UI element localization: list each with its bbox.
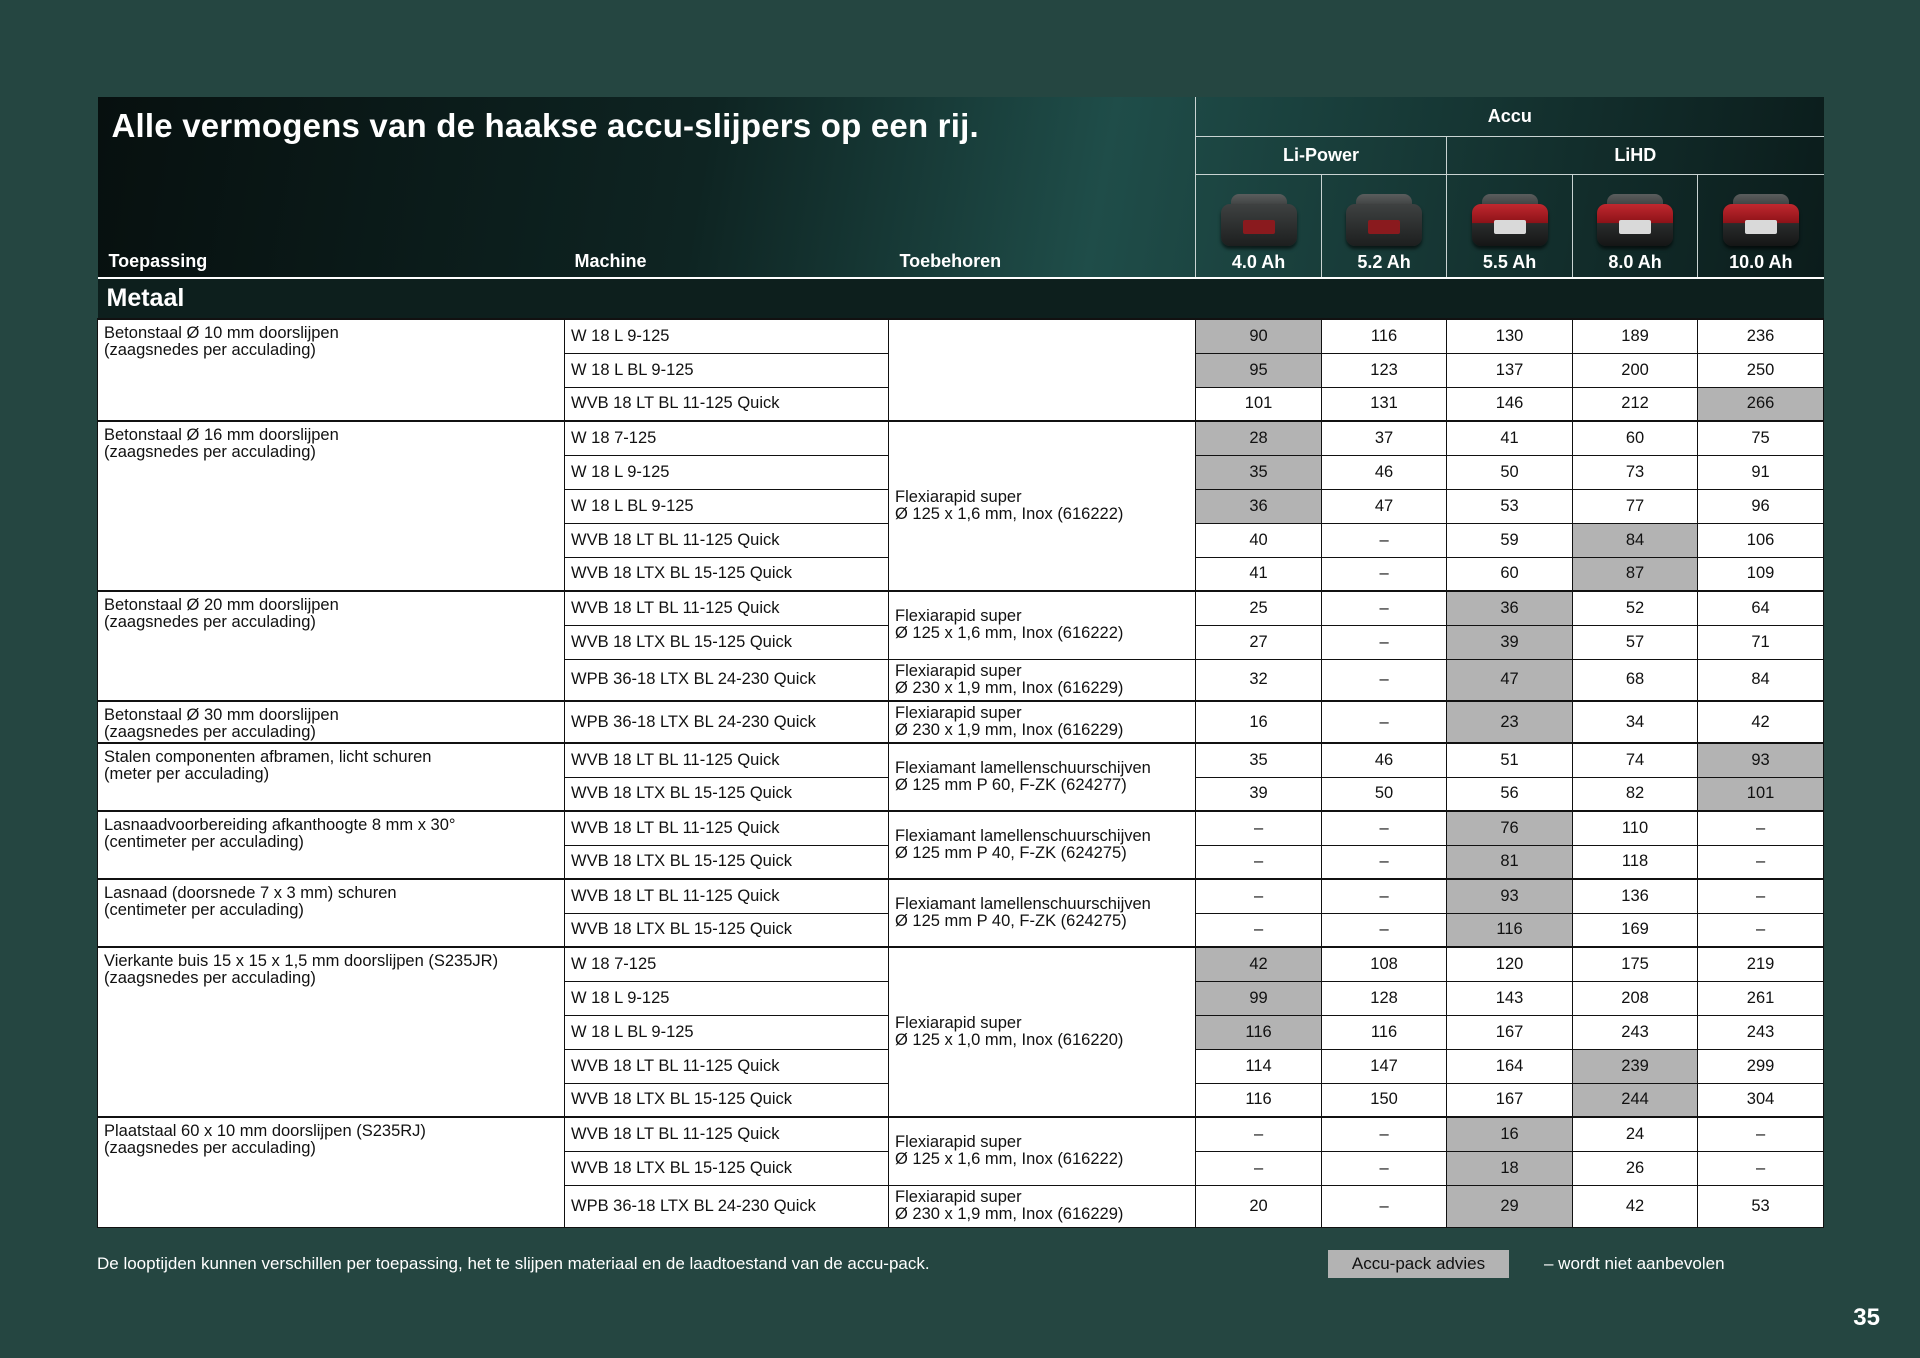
accessory-cell: Flexiarapid super Ø 230 x 1,9 mm, Inox (616229) [889,1185,1196,1227]
application-cell: Lasnaadvoorbereiding afkanthoogte 8 mm x 30° (centimeter per acculading) [98,811,565,879]
runtime-value-cell: 243 [1573,1015,1698,1049]
machine-cell: WVB 18 LT BL 11-125 Quick [565,743,889,777]
runtime-value-cell: 109 [1698,557,1824,591]
runtime-value-cell: 76 [1447,811,1573,845]
runtime-value-cell: – [1196,1117,1322,1151]
runtime-value-cell: 130 [1447,319,1573,353]
runtime-value-cell: 18 [1447,1151,1573,1185]
runtime-value-cell: 53 [1447,489,1573,523]
machine-cell: WVB 18 LTX BL 15-125 Quick [565,913,889,947]
table-row [98,591,1824,625]
application-cell: Stalen componenten afbramen, licht schuren (meter per acculading) [98,743,565,811]
runtime-value-cell: 93 [1698,743,1824,777]
table-row [98,421,1824,455]
runtime-value-cell: 42 [1698,701,1824,743]
runtime-value-cell: 91 [1698,455,1824,489]
machine-cell: W 18 L 9-125 [565,319,889,353]
battery-label: 10.0 Ah [1729,252,1793,272]
application-cell: Betonstaal Ø 10 mm doorslijpen (zaagsnedes per acculading) [98,319,565,421]
table-row [98,879,1824,913]
runtime-value-cell: – [1322,625,1447,659]
battery-lipower-icon [1342,190,1426,250]
runtime-value-cell: 74 [1573,743,1698,777]
runtime-value-cell: – [1322,557,1447,591]
runtime-value-cell: – [1196,879,1322,913]
runtime-value-cell: 41 [1196,557,1322,591]
runtime-value-cell: 131 [1322,387,1447,421]
runtime-value-cell: 175 [1573,947,1698,981]
runtime-value-cell: 42 [1573,1185,1698,1227]
runtime-value-cell: 35 [1196,455,1322,489]
table-row [98,947,1824,981]
battery-column-5-2ah [1322,174,1447,278]
runtime-value-cell: 32 [1196,659,1322,701]
runtime-value-cell: – [1698,1151,1824,1185]
accessory-cell: Flexiamant lamellenschuurschijven Ø 125 mm P 40, F-ZK (624275) [889,811,1196,879]
runtime-value-cell: 219 [1698,947,1824,981]
runtime-value-cell: 25 [1196,591,1322,625]
runtime-value-cell: 200 [1573,353,1698,387]
machine-cell: WVB 18 LT BL 11-125 Quick [565,523,889,557]
runtime-value-cell: – [1322,591,1447,625]
page-title: Alle vermogens van de haakse accu-slijpers op een rij. [111,107,979,144]
runtime-value-cell: 39 [1447,625,1573,659]
runtime-value-cell: 116 [1196,1083,1322,1117]
runtime-value-cell: 95 [1196,353,1322,387]
runtime-value-cell: 84 [1573,523,1698,557]
runtime-value-cell: – [1196,913,1322,947]
accessory-cell: Flexiamant lamellenschuurschijven Ø 125 mm P 60, F-ZK (624277) [889,743,1196,811]
runtime-value-cell: 50 [1322,777,1447,811]
runtime-value-cell: 167 [1447,1083,1573,1117]
machine-cell: W 18 L BL 9-125 [565,1015,889,1049]
machine-cell: WPB 36-18 LTX BL 24-230 Quick [565,1185,889,1227]
battery-lipower-icon [1217,190,1301,250]
machine-cell: WVB 18 LT BL 11-125 Quick [565,1049,889,1083]
runtime-value-cell: 304 [1698,1083,1824,1117]
column-header-lihd: LiHD [1447,136,1824,174]
runtime-value-cell: – [1322,701,1447,743]
runtime-value-cell: 36 [1196,489,1322,523]
footer-note: De looptijden kunnen verschillen per toepassing, het te slijpen materiaal en de laadtoestand van de accu-pack. [97,1254,930,1273]
runtime-value-cell: 116 [1322,319,1447,353]
runtime-value-cell: 46 [1322,455,1447,489]
runtime-value-cell: – [1322,879,1447,913]
runtime-value-cell: 123 [1322,353,1447,387]
machine-cell: WPB 36-18 LTX BL 24-230 Quick [565,701,889,743]
runtime-value-cell: 50 [1447,455,1573,489]
runtime-value-cell: 26 [1573,1151,1698,1185]
runtime-value-cell: 136 [1573,879,1698,913]
runtime-value-cell: 82 [1573,777,1698,811]
runtime-value-cell: 106 [1698,523,1824,557]
runtime-value-cell: 137 [1447,353,1573,387]
runtime-value-cell: 34 [1573,701,1698,743]
runtime-value-cell: 99 [1196,981,1322,1015]
runtime-value-cell: 60 [1447,557,1573,591]
runtime-value-cell: 118 [1573,845,1698,879]
runtime-value-cell: 47 [1322,489,1447,523]
accessory-cell: Flexiarapid super Ø 125 x 1,6 mm, Inox (616222) [889,421,1196,591]
runtime-value-cell: 110 [1573,811,1698,845]
battery-label: 5.2 Ah [1357,252,1411,272]
runtime-value-cell: 266 [1698,387,1824,421]
runtime-value-cell: 244 [1573,1083,1698,1117]
runtime-value-cell: 189 [1573,319,1698,353]
runtime-table-container [97,97,1823,1228]
runtime-value-cell: 36 [1447,591,1573,625]
runtime-value-cell: – [1698,879,1824,913]
runtime-value-cell: 57 [1573,625,1698,659]
runtime-value-cell: 20 [1196,1185,1322,1227]
section-title: Metaal [98,278,1824,319]
runtime-value-cell: 128 [1322,981,1447,1015]
runtime-value-cell: 51 [1447,743,1573,777]
battery-label: 8.0 Ah [1608,252,1662,272]
accessory-cell: Flexiarapid super Ø 230 x 1,9 mm, Inox (616229) [889,701,1196,743]
runtime-value-cell: – [1698,811,1824,845]
runtime-value-cell: 101 [1698,777,1824,811]
runtime-value-cell: 239 [1573,1049,1698,1083]
machine-cell: WVB 18 LTX BL 15-125 Quick [565,1151,889,1185]
runtime-value-cell: 143 [1447,981,1573,1015]
runtime-value-cell: 299 [1698,1049,1824,1083]
machine-cell: WVB 18 LTX BL 15-125 Quick [565,777,889,811]
runtime-value-cell: 116 [1447,913,1573,947]
runtime-value-cell: 23 [1447,701,1573,743]
title-cell [98,97,1196,278]
battery-lihd-icon [1719,190,1803,250]
section-row [98,278,1824,319]
battery-column-10ah [1698,174,1824,278]
runtime-value-cell: 212 [1573,387,1698,421]
runtime-value-cell: – [1698,845,1824,879]
accessory-cell: Flexiarapid super Ø 230 x 1,9 mm, Inox (616229) [889,659,1196,701]
runtime-value-cell: – [1322,913,1447,947]
runtime-value-cell: 116 [1322,1015,1447,1049]
runtime-value-cell: – [1196,811,1322,845]
footer [97,1250,1823,1280]
runtime-value-cell: 77 [1573,489,1698,523]
application-cell: Lasnaad (doorsnede 7 x 3 mm) schuren (centimeter per acculading) [98,879,565,947]
table-row [98,1117,1824,1151]
column-header-toepassing: Toepassing [108,251,208,271]
machine-cell: W 18 7-125 [565,947,889,981]
machine-cell: WVB 18 LTX BL 15-125 Quick [565,557,889,591]
battery-column-5-5ah [1447,174,1573,278]
runtime-value-cell: – [1196,845,1322,879]
runtime-value-cell: 37 [1322,421,1447,455]
runtime-value-cell: – [1322,523,1447,557]
runtime-value-cell: 64 [1698,591,1824,625]
battery-label: 5.5 Ah [1482,252,1537,272]
column-header-li-power: Li-Power [1196,136,1447,174]
machine-cell: WVB 18 LTX BL 15-125 Quick [565,625,889,659]
machine-cell: W 18 7-125 [565,421,889,455]
runtime-value-cell: 42 [1196,947,1322,981]
battery-column-4ah [1196,174,1322,278]
machine-cell: WVB 18 LT BL 11-125 Quick [565,387,889,421]
battery-lihd-icon [1468,190,1552,250]
application-cell: Vierkante buis 15 x 15 x 1,5 mm doorslijpen (S235JR) (zaagsnedes per acculading) [98,947,565,1117]
runtime-value-cell: – [1322,1151,1447,1185]
runtime-value-cell: 169 [1573,913,1698,947]
runtime-value-cell: 16 [1447,1117,1573,1151]
table-header [98,97,1824,278]
battery-label: 4.0 Ah [1231,252,1286,272]
machine-cell: WPB 36-18 LTX BL 24-230 Quick [565,659,889,701]
runtime-value-cell: 56 [1447,777,1573,811]
machine-cell: WVB 18 LT BL 11-125 Quick [565,879,889,913]
runtime-value-cell: – [1322,659,1447,701]
runtime-value-cell: 39 [1196,777,1322,811]
runtime-value-cell: 41 [1447,421,1573,455]
runtime-value-cell: 81 [1447,845,1573,879]
page-number: 35 [1853,1304,1880,1331]
runtime-value-cell: – [1698,913,1824,947]
table-row [98,319,1824,353]
application-cell: Betonstaal Ø 20 mm doorslijpen (zaagsnedes per acculading) [98,591,565,701]
runtime-table [97,97,1824,1228]
runtime-value-cell: 208 [1573,981,1698,1015]
runtime-value-cell: – [1196,1151,1322,1185]
runtime-value-cell: – [1698,1117,1824,1151]
application-cell: Betonstaal Ø 30 mm doorslijpen (zaagsnedes per acculading) [98,701,565,743]
runtime-value-cell: 87 [1573,557,1698,591]
accessory-cell: Flexiarapid super Ø 125 x 1,6 mm, Inox (616222) [889,1117,1196,1185]
battery-lihd-icon [1593,190,1677,250]
column-header-machine: Machine [574,251,647,271]
column-header-accu: Accu [1196,97,1824,136]
runtime-value-cell: 60 [1573,421,1698,455]
machine-cell: WVB 18 LTX BL 15-125 Quick [565,1083,889,1117]
accessory-cell: Flexiarapid super Ø 125 x 1,0 mm, Inox (616220) [889,947,1196,1117]
machine-cell: W 18 L 9-125 [565,981,889,1015]
runtime-value-cell: 167 [1447,1015,1573,1049]
runtime-value-cell: 108 [1322,947,1447,981]
machine-cell: WVB 18 LT BL 11-125 Quick [565,591,889,625]
runtime-value-cell: 84 [1698,659,1824,701]
table-row [98,701,1824,743]
runtime-value-cell: 150 [1322,1083,1447,1117]
machine-cell: WVB 18 LT BL 11-125 Quick [565,1117,889,1151]
accessory-cell: Flexiarapid super Ø 125 x 1,6 mm, Inox (616222) [889,591,1196,659]
runtime-value-cell: 29 [1447,1185,1573,1227]
runtime-value-cell: 101 [1196,387,1322,421]
runtime-value-cell: 47 [1447,659,1573,701]
runtime-value-cell: 46 [1322,743,1447,777]
runtime-value-cell: 28 [1196,421,1322,455]
machine-cell: W 18 L BL 9-125 [565,353,889,387]
runtime-value-cell: 40 [1196,523,1322,557]
runtime-value-cell: 261 [1698,981,1824,1015]
table-row [98,811,1824,845]
accessory-cell: Flexiamant lamellenschuurschijven Ø 125 mm P 40, F-ZK (624275) [889,879,1196,947]
machine-cell: WVB 18 LTX BL 15-125 Quick [565,845,889,879]
runtime-value-cell: 52 [1573,591,1698,625]
runtime-value-cell: 59 [1447,523,1573,557]
runtime-value-cell: 71 [1698,625,1824,659]
legend-not-recommended: – wordt niet aanbevolen [1544,1254,1725,1273]
runtime-value-cell: 75 [1698,421,1824,455]
runtime-value-cell: 146 [1447,387,1573,421]
application-cell: Betonstaal Ø 16 mm doorslijpen (zaagsnedes per acculading) [98,421,565,591]
legend-advice-swatch: Accu-pack advies [1328,1250,1509,1278]
machine-cell: W 18 L 9-125 [565,455,889,489]
runtime-value-cell: 24 [1573,1117,1698,1151]
runtime-value-cell: 68 [1573,659,1698,701]
runtime-value-cell: 243 [1698,1015,1824,1049]
runtime-value-cell: 73 [1573,455,1698,489]
runtime-value-cell: 93 [1447,879,1573,913]
runtime-value-cell: 250 [1698,353,1824,387]
runtime-value-cell: 114 [1196,1049,1322,1083]
runtime-value-cell: 53 [1698,1185,1824,1227]
runtime-value-cell: 120 [1447,947,1573,981]
runtime-value-cell: 236 [1698,319,1824,353]
runtime-value-cell: 116 [1196,1015,1322,1049]
column-header-toebehoren: Toebehoren [899,251,1002,271]
runtime-value-cell: – [1322,811,1447,845]
machine-cell: W 18 L BL 9-125 [565,489,889,523]
runtime-value-cell: 147 [1322,1049,1447,1083]
runtime-value-cell: 96 [1698,489,1824,523]
battery-column-8ah [1573,174,1698,278]
runtime-value-cell: 16 [1196,701,1322,743]
runtime-value-cell: – [1322,1117,1447,1151]
runtime-value-cell: 35 [1196,743,1322,777]
accessory-cell [889,319,1196,421]
runtime-value-cell: 90 [1196,319,1322,353]
runtime-value-cell: – [1322,845,1447,879]
runtime-value-cell: – [1322,1185,1447,1227]
machine-cell: WVB 18 LT BL 11-125 Quick [565,811,889,845]
runtime-value-cell: 27 [1196,625,1322,659]
table-row [98,743,1824,777]
application-cell: Plaatstaal 60 x 10 mm doorslijpen (S235RJ) (zaagsnedes per acculading) [98,1117,565,1227]
runtime-value-cell: 164 [1447,1049,1573,1083]
table-body [98,319,1824,1227]
